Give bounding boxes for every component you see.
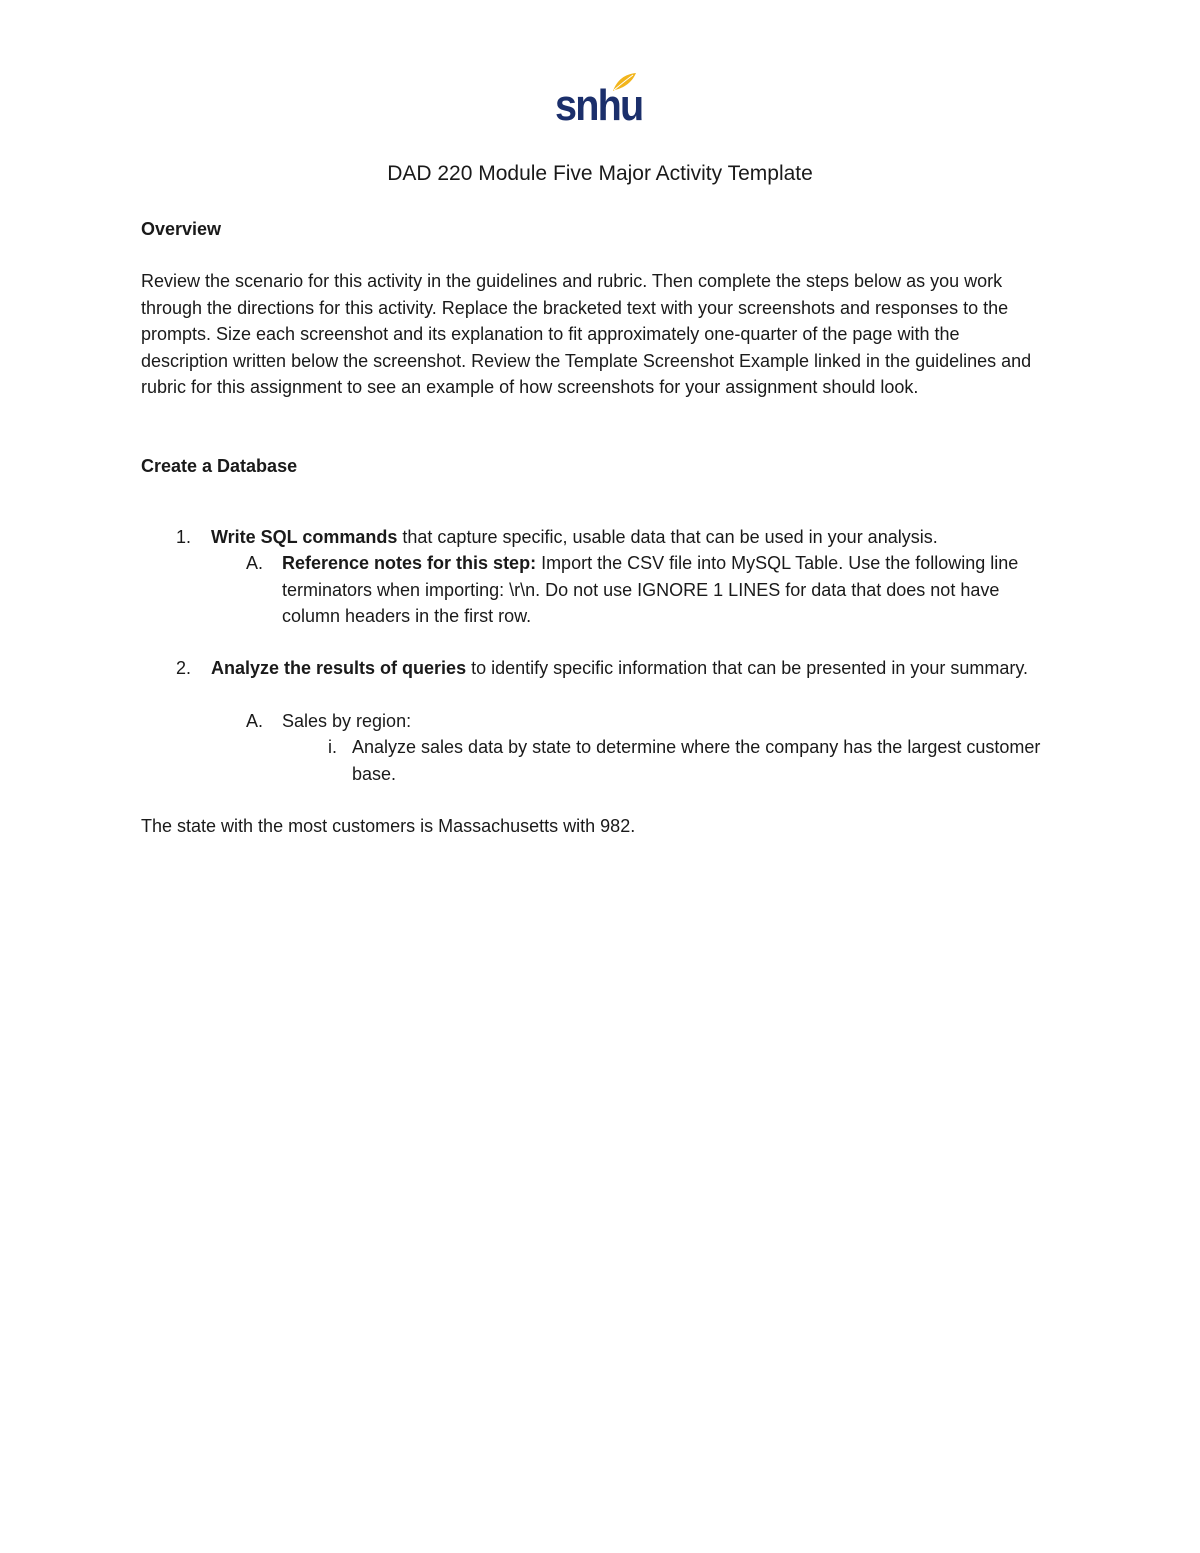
answer-paragraph: The state with the most customers is Massachusetts with 982.	[141, 816, 636, 836]
subsublist-marker-i: i.	[328, 737, 337, 757]
list-item-analyze-state: Analyze sales data by state to determine where the company has the largest customer base.	[352, 737, 1041, 784]
list-item-text: to identify specific information that can be presented in your summary.	[466, 658, 1029, 678]
list-item-bold: Reference notes for this step:	[282, 553, 537, 573]
overview-heading: Overview	[141, 219, 222, 239]
snhu-logo	[555, 72, 643, 132]
list-item-sales-by-region: Sales by region:	[282, 711, 412, 731]
list-item-bold: Write SQL commands	[211, 527, 398, 547]
create-database-heading: Create a Database	[141, 456, 298, 476]
sublist-marker-1a: A.	[246, 553, 264, 573]
sublist-marker-2a: A.	[246, 711, 264, 731]
list-item-analyze-results	[211, 655, 1041, 682]
overview-paragraph: Review the scenario for this activity in the guidelines and rubric. Then complete the steps below as you work through the directions for this activity. Replace the bracketed text with your screenshots and responses to the prompts. Size each screenshot and its explanation to fit approximately one-quarter of the page with the description written below the screenshot. Review the Template Screenshot Example linked in the guidelines and rubric for this assignment to see an example of how screenshots for your assignment should look.	[141, 271, 1032, 397]
list-item-text: Import the CSV file into MySQL Table. Use the following line terminators when importing: \r\n. Do not use IGNORE 1 LINES for data that does not have column headers in the first row.	[282, 553, 1019, 626]
list-item-write-sql	[211, 524, 1051, 551]
document-title: DAD 220 Module Five Major Activity Template	[387, 162, 813, 185]
list-item-text: that capture specific, usable data that can be used in your analysis.	[397, 527, 938, 547]
list-item-reference-notes	[282, 550, 1052, 630]
list-marker-1: 1.	[176, 527, 192, 547]
list-item-bold: Analyze the results of queries	[211, 658, 467, 678]
list-marker-2: 2.	[176, 658, 192, 678]
logo-wordmark: snhu	[555, 81, 643, 130]
